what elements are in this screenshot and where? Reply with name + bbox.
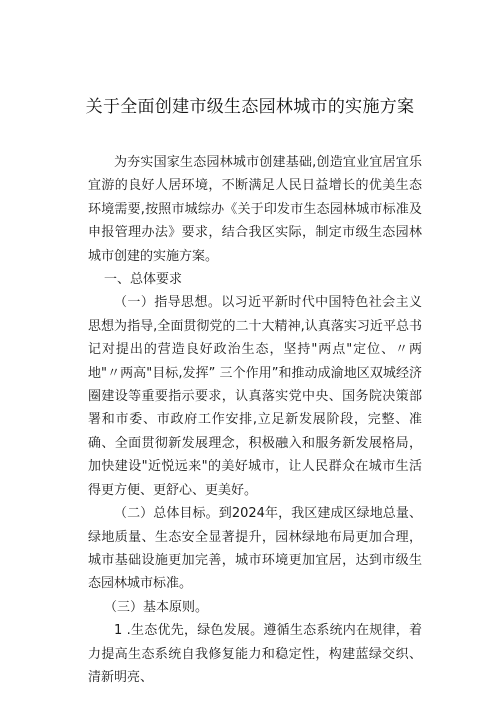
overall-goal-paragraph: （二）总体目标。到2024年，我区建成区绿地总量、绿地质量、生态安全显著提升，园林绿地布局更加合理，城市基础设施更加完善，城市环境更加宜居，达到市级生态园林城市标准。 (88, 506, 422, 592)
document-title: 关于全面创建市级生态园林城市的实施方案 (85, 97, 415, 117)
guiding-ideology-paragraph: （一）指导思想。以习近平新时代中国特色社会主义思想为指导,全面贯彻党的二十大精神,认真落实习近平总书记对提出的营造良好政治生态，坚持"两点"定位、〃两地"〃两高"目标,发挥” 三个作用”和推动成渝地区双城经济圈建设等重要指示要求，认真落实党中央、国务院决策部署和市委、市政府工作安排,立足新发展阶段，完整、准确、全面贯彻新发展理念，积极融入和服务新发展格局，加快建设"近悦远来"的美好城市，让人民群众在城市生活得更方便、更舒心、更美好。 (88, 295, 422, 498)
basic-principles-heading: （三）基本原则。 (104, 599, 209, 615)
section-heading-general-requirements: 一、总体要求 (104, 272, 183, 288)
intro-paragraph: 为夯实国家生态园林城市创建基础,创造宜业宜居宜乐宜游的良好人居环境，不断满足人民日益增长的优美生态环境需要,按照市城综办《关于印发市生态园林城市标准及申报管理办法》要求，结合我区实际，制定市级生态园林城市创建的实施方案。 (88, 155, 422, 264)
principle-1-paragraph: 1 .生态优先，绿色发展。遵循生态系统内在规律，着力提高生态系统自我修复能力和稳定性，构建蓝绿交织、清新明亮、 (88, 623, 422, 685)
document-body (88, 151, 422, 689)
